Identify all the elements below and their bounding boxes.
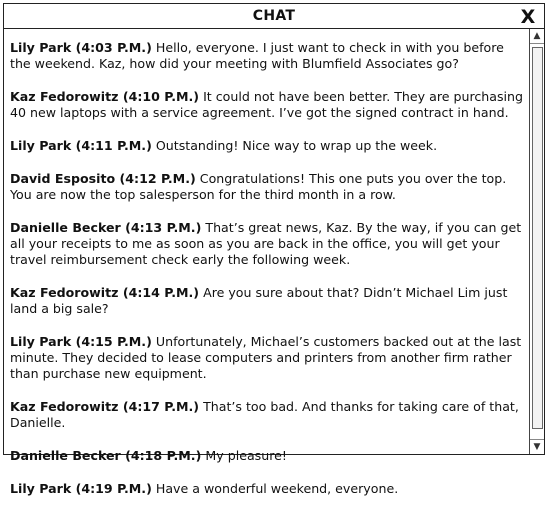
message-sender: Kaz Fedorowitz (4:17 P.M.): [10, 399, 200, 414]
chat-message: [10, 220, 528, 268]
message-text: Congratulations! This one puts you over the top. You are now the top salesperson for the third month in a row.: [10, 171, 507, 202]
vertical-scrollbar[interactable]: [529, 29, 544, 454]
message-sender: Kaz Fedorowitz (4:14 P.M.): [10, 285, 200, 300]
arrow-down-icon[interactable]: ▼: [530, 439, 544, 454]
title-bar: [4, 4, 544, 29]
message-sender: Lily Park (4:15 P.M.): [10, 334, 152, 349]
scroll-thumb[interactable]: [532, 47, 543, 429]
chat-message: [10, 334, 528, 382]
message-sender: Danielle Becker (4:18 P.M.): [10, 448, 202, 463]
chat-message: [10, 448, 528, 464]
window-title: CHAT: [252, 8, 296, 24]
message-sender: Danielle Becker (4:13 P.M.): [10, 220, 202, 235]
message-text: My pleasure!: [205, 448, 287, 463]
chat-message: [10, 89, 528, 121]
chat-message: [10, 481, 528, 497]
message-sender: Lily Park (4:11 P.M.): [10, 138, 152, 153]
message-text: That’s too bad. And thanks for taking care of that, Danielle.: [10, 399, 519, 430]
message-sender: Lily Park (4:19 P.M.): [10, 481, 152, 496]
message-text: Outstanding! Nice way to wrap up the week.: [155, 138, 438, 153]
close-icon[interactable]: X: [520, 6, 536, 28]
message-text: Hello, everyone. I just want to check in with you before the weekend. Kaz, how did your meeting with Blumfield Associates go?: [10, 40, 504, 71]
message-text: Have a wonderful weekend, everyone.: [155, 481, 399, 496]
message-text: That’s great news, Kaz. By the way, if you can get all your receipts to me as soon as you are back in the office, you will get your travel reimbursement check early the following week.: [10, 220, 522, 267]
chat-message: [10, 40, 528, 72]
chat-message: [10, 138, 528, 154]
chat-window: [3, 3, 545, 496]
message-sender: Lily Park (4:03 P.M.): [10, 40, 152, 55]
chat-message: [10, 399, 528, 431]
message-sender: Kaz Fedorowitz (4:10 P.M.): [10, 89, 200, 104]
message-text: Unfortunately, Michael’s customers backed out at the last minute. They decided to lease computers and printers from another firm rather than purchase new equipment.: [10, 334, 522, 381]
message-sender: David Esposito (4:12 P.M.): [10, 171, 196, 186]
arrow-up-icon[interactable]: ▲: [530, 29, 544, 44]
chat-message: [10, 171, 528, 203]
message-list: [10, 40, 528, 514]
chat-message: [10, 285, 528, 317]
message-text: Are you sure about that? Didn’t Michael Lim just land a big sale?: [10, 285, 508, 316]
message-text: It could not have been better. They are purchasing 40 new laptops with a service agreement. I’ve got the signed contract in hand.: [10, 89, 524, 120]
